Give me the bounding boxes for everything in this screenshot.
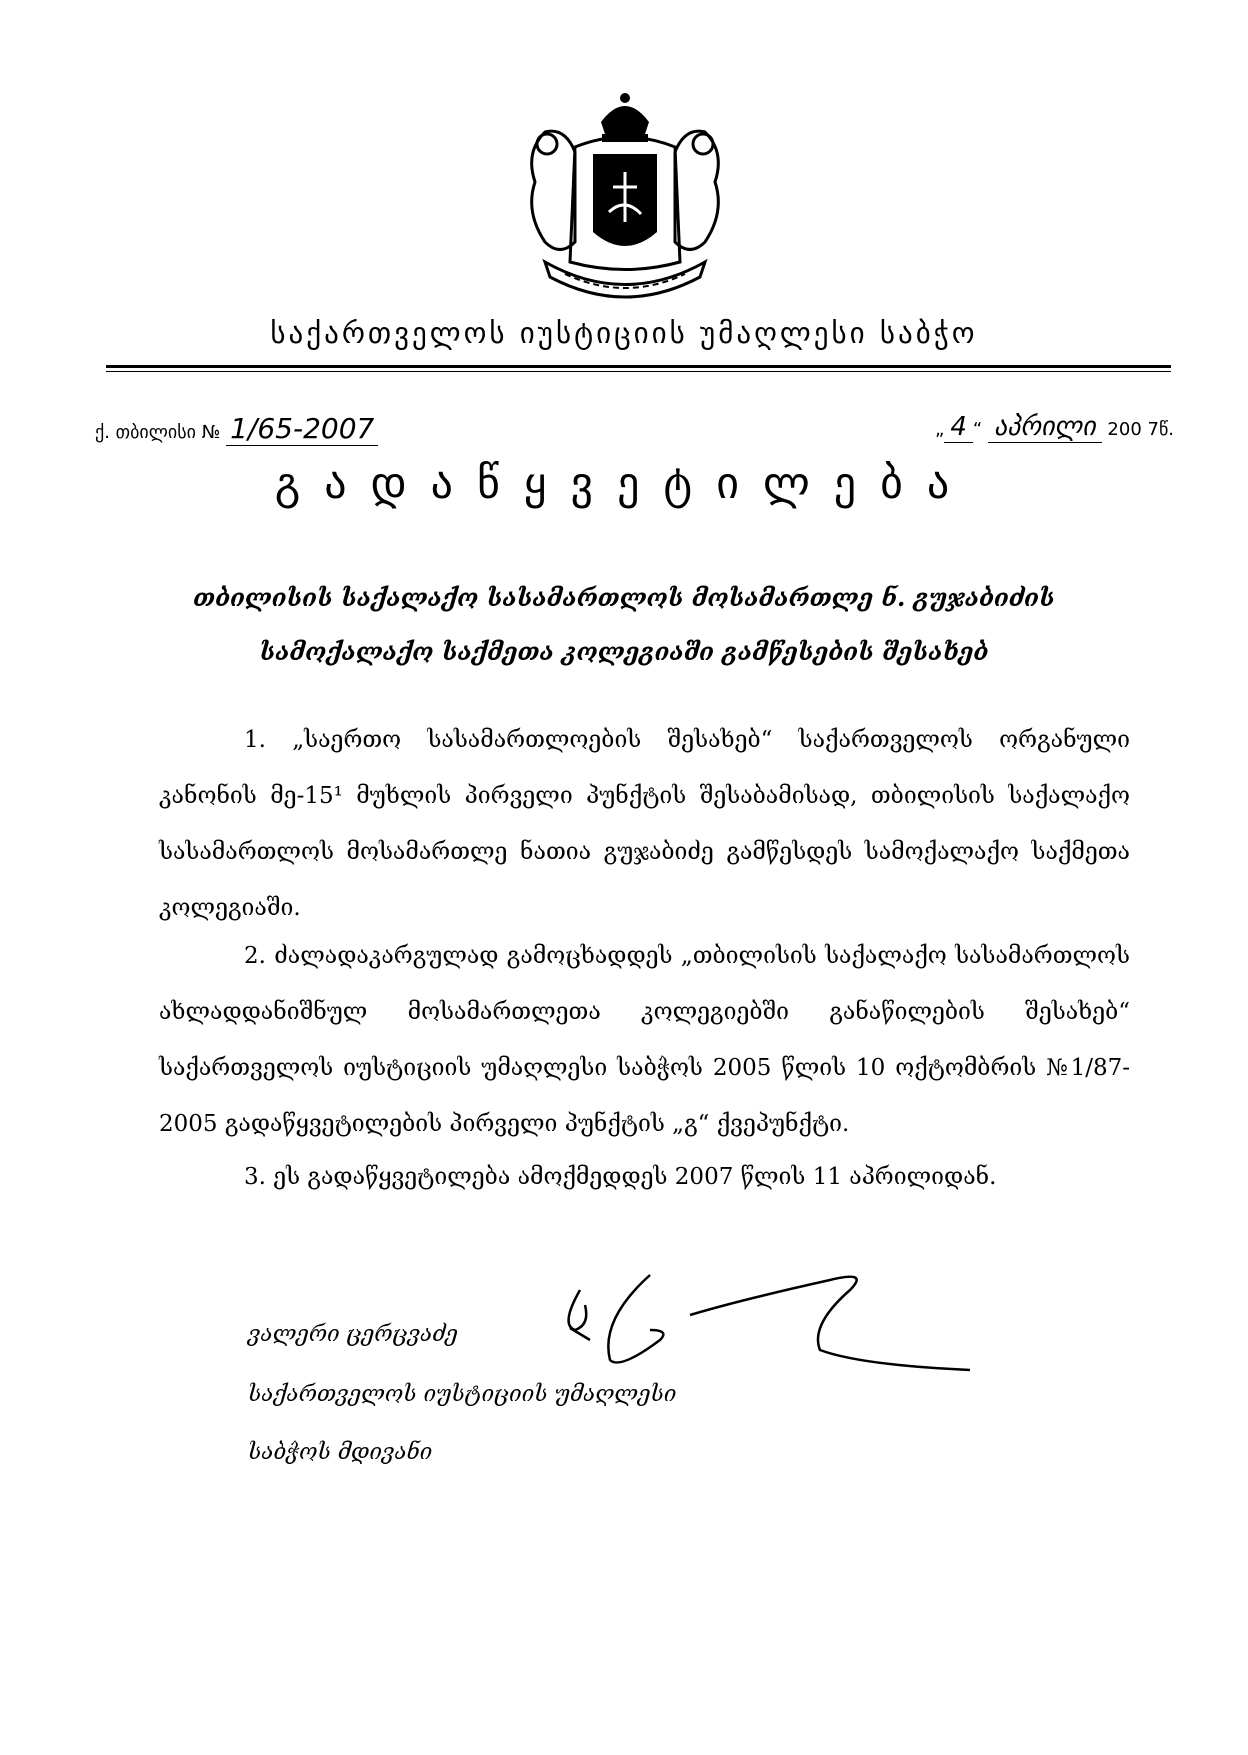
document-title: გადაწყვეტილება: [274, 458, 974, 509]
signatory-position-line-1: საქართველოს იუსტიციის უმაღლესი: [248, 1382, 677, 1407]
document-number-value: 1/65-2007: [226, 412, 378, 446]
coat-of-arms-emblem: [505, 92, 745, 302]
document-date-line: „ 4 “ აპრილი 200 7წ.: [935, 412, 1174, 442]
paragraph-1: 1. „საერთო სასამართლოების შესახებ“ საქართველოს ორგანული კანონის მე-15¹ მუხლის პირველი პუნქტის შესაბამისად, თბილისის საქალაქო სასამართლოს მოსამართლე ნათია გუჯაბიძე გამწესდეს სამოქალაქო საქმეთა კოლეგიაში.: [159, 727, 1130, 921]
date-day: 4: [944, 412, 973, 443]
signatory-name: ვალერი ცერცვაძე: [248, 1322, 458, 1347]
header-rule-thick: [106, 365, 1171, 368]
organization-name: საქართველოს იუსტიციის უმაღლესი საბჭო: [270, 316, 978, 350]
date-month: აპრილი: [988, 412, 1102, 443]
paragraph-3: 3. ეს გადაწყვეტილება ამოქმედდეს 2007 წლის 11 აპრილიდან.: [244, 1164, 997, 1190]
header-rule-thin: [106, 371, 1171, 372]
paragraph-2: 2. ძალადაკარგულად გამოცხადდეს „თბილისის საქალაქო სასამართლოს ახლადდანიშნულ მოსამართლეთა კოლეგიებში განაწილების შესახებ“ საქართველოს იუსტიციის უმაღლესი საბჭოს 2005 წლის 10 ოქტომბრის №1/87-2005 გადაწყვეტილების პირველი პუნქტის „გ“ ქვეპუნქტი.: [159, 943, 1130, 1137]
document-number-line: [95, 412, 378, 445]
handwritten-signature: [540, 1270, 980, 1380]
signatory-position-line-2: საბჭოს მდივანი: [248, 1440, 433, 1465]
subtitle-line-2: სამოქალაქო საქმეთა კოლეგიაში გამწესების შესახებ: [259, 637, 989, 666]
document-number-label: ქ. თბილისი №: [95, 422, 221, 443]
subtitle-line-1: თბილისის საქალაქო სასამართლოს მოსამართლე ნ. გუჯაბიძის: [193, 583, 1055, 612]
date-year: 200 7წ.: [1107, 419, 1174, 440]
